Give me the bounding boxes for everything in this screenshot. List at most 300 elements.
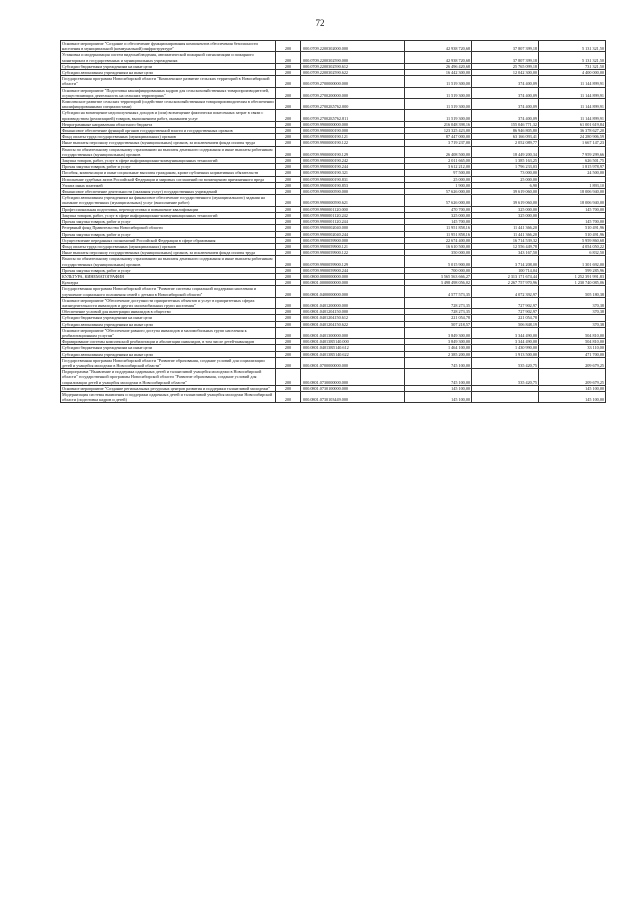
row-plan-amount-cell: 221 054,78 xyxy=(405,315,472,321)
row-remainder-amount-cell: 626 501,75 xyxy=(539,158,606,164)
row-admin-code-cell: 200 xyxy=(276,146,301,157)
row-admin-code-cell: 200 xyxy=(276,286,301,297)
row-remainder-amount-cell: 4 054 050,22 xyxy=(539,243,606,249)
row-plan-amount-cell: 5 015 900,00 xyxy=(405,256,472,267)
row-remainder-amount-cell: 6 832,50 xyxy=(539,250,606,256)
row-plan-amount-cell: 57 626 000,00 xyxy=(405,195,472,206)
row-executed-amount-cell: 3 344 490,00 xyxy=(472,327,539,338)
row-executed-amount-cell: 1 385 163,25 xyxy=(472,158,539,164)
row-executed-amount-cell: 325 000,00 xyxy=(472,212,539,218)
row-name-cell: КУЛЬТУРА, КИНЕМАТОГРАФИЯ xyxy=(61,273,276,279)
row-remainder-amount-cell: 370,38 xyxy=(539,309,606,315)
row-admin-code-cell: 200 xyxy=(276,41,301,52)
row-plan-amount-cell: 1 464 100,00 xyxy=(405,345,472,351)
row-classification-code-cell: 000.0801.0401200000.000 xyxy=(301,297,405,308)
row-executed-amount-cell: 221 054,78 xyxy=(472,315,539,321)
row-name-cell: Прочая закупка товаров, работ и услуг xyxy=(61,267,276,273)
row-admin-code-cell: 200 xyxy=(276,309,301,315)
row-plan-amount-cell: 745 100,00 xyxy=(405,369,472,386)
row-executed-amount-cell: 374 400,09 xyxy=(472,99,539,110)
row-remainder-amount-cell: 505 180,38 xyxy=(539,286,606,297)
row-classification-code-cell: 000.0801.0400000000.000 xyxy=(301,286,405,297)
row-name-cell: Субсидии бюджетным учреждениям на иные цели xyxy=(61,315,276,321)
row-remainder-amount-cell: 471 700,00 xyxy=(539,351,606,357)
table-row xyxy=(61,357,606,368)
row-executed-amount-cell: 325 000,00 xyxy=(472,206,539,212)
row-name-cell: Субсидии автономным учреждениям на иные цели xyxy=(61,351,276,357)
row-name-cell: Основное мероприятие "Создание и обеспечение функционирования компонентов обеспечения безопасности населения в муниципальной (коммунальной) инфраструктуре" xyxy=(61,41,276,52)
budget-table-wrapper xyxy=(60,40,604,403)
row-remainder-amount-cell: 33 110,00 xyxy=(539,345,606,351)
row-admin-code-cell: 200 xyxy=(276,357,301,368)
row-executed-amount-cell: 12 042 300,00 xyxy=(472,70,539,76)
row-executed-amount-cell: 1 796 233,03 xyxy=(472,164,539,170)
row-remainder-amount-cell: 24 280 906,59 xyxy=(539,134,606,140)
row-executed-amount-cell: 374 400,09 xyxy=(472,87,539,98)
row-plan-amount-cell: 11 951 858,16 xyxy=(405,225,472,231)
row-executed-amount-cell: 11 441 366,20 xyxy=(472,231,539,237)
row-plan-amount-cell: 507 218,57 xyxy=(405,321,472,327)
row-plan-amount-cell: 22 674 400,00 xyxy=(405,237,472,243)
row-plan-amount-cell: 11 519 300,00 xyxy=(405,76,472,87)
row-plan-amount-cell: 2 011 665,00 xyxy=(405,158,472,164)
row-plan-amount-cell: 470 700,00 xyxy=(405,206,472,212)
row-remainder-amount-cell: 1 893,10 xyxy=(539,182,606,188)
row-name-cell: Взносы по обязательному социальному страхованию на выплаты денежного содержания и иные выплаты работникам государственных (муниципальных) органов xyxy=(61,146,276,157)
row-admin-code-cell: 200 xyxy=(276,195,301,206)
table-row xyxy=(61,321,606,327)
row-classification-code-cell: 000.0709.2700000000.000 xyxy=(301,76,405,87)
row-name-cell: Уплата иных платежей xyxy=(61,182,276,188)
row-remainder-amount-cell: 24 500,00 xyxy=(539,170,606,176)
table-row xyxy=(61,309,606,315)
row-name-cell: Субсидии на возмещение недополученных доходов и (или) возмещение фактически понесенных затрат в связи с производством (реализацией) товаров, выполнением работ, оказанием услуг xyxy=(61,110,276,121)
row-admin-code-cell: 200 xyxy=(276,206,301,212)
row-executed-amount-cell: 16 714 539,32 xyxy=(472,237,539,243)
row-remainder-amount-cell: 504 810,00 xyxy=(539,339,606,345)
row-classification-code-cell: 000.0801.04013R5140.612 xyxy=(301,345,405,351)
row-remainder-amount-cell: 61 001 619,84 xyxy=(539,121,606,127)
row-remainder-amount-cell: 1 230 740 085,06 xyxy=(539,280,606,286)
row-plan-amount-cell: 145 100,00 xyxy=(405,391,472,402)
row-classification-code-cell: 000.0709.9900059900.244 xyxy=(301,267,405,273)
row-remainder-amount-cell: 11 144 899,91 xyxy=(539,87,606,98)
table-row xyxy=(61,128,606,134)
row-name-cell: Субсидии бюджетным учреждениям на иные цели xyxy=(61,63,276,69)
row-classification-code-cell: 000.0709.9900000190.242 xyxy=(301,158,405,164)
row-admin-code-cell: 200 xyxy=(276,182,301,188)
row-remainder-amount-cell: 7 959 299,66 xyxy=(539,146,606,157)
row-executed-amount-cell: 2 267 757 970,96 xyxy=(472,280,539,286)
row-name-cell: Субсидии автономным учреждениям на иные цели xyxy=(61,321,276,327)
row-admin-code-cell: 200 xyxy=(276,128,301,134)
table-row xyxy=(61,369,606,386)
table-row xyxy=(61,176,606,182)
row-admin-code-cell: 200 xyxy=(276,212,301,218)
row-admin-code-cell: 200 xyxy=(276,339,301,345)
row-admin-code-cell: 200 xyxy=(276,158,301,164)
row-executed-amount-cell: 37 807 399,18 xyxy=(472,41,539,52)
table-row xyxy=(61,286,606,297)
row-classification-code-cell: 000.0801.0401204150.622 xyxy=(301,321,405,327)
budget-table xyxy=(60,40,606,403)
row-admin-code-cell: 200 xyxy=(276,231,301,237)
row-executed-amount-cell xyxy=(472,391,539,402)
row-remainder-amount-cell: 510 491,96 xyxy=(539,231,606,237)
row-admin-code-cell: 200 xyxy=(276,63,301,69)
row-executed-amount-cell: 727 902,97 xyxy=(472,309,539,315)
row-classification-code-cell: 000.0709.9900000590.000 xyxy=(301,189,405,195)
row-plan-amount-cell: 145 100,00 xyxy=(405,385,472,391)
table-row xyxy=(61,339,606,345)
row-classification-code-cell: 000.0709.9900001120.244 xyxy=(301,219,405,225)
row-classification-code-cell: 000.0709.9900000190.831 xyxy=(301,176,405,182)
row-classification-code-cell: 000.0709.9900000190.121 xyxy=(301,134,405,140)
row-classification-code-cell: 000.0709.9900000190.321 xyxy=(301,170,405,176)
row-executed-amount-cell: 63 166 093,41 xyxy=(472,134,539,140)
row-plan-amount-cell: 57 626 000,00 xyxy=(405,189,472,195)
row-remainder-amount-cell: 11 144 899,91 xyxy=(539,76,606,87)
table-row xyxy=(61,345,606,351)
table-row xyxy=(61,250,606,256)
row-admin-code-cell: 200 xyxy=(276,321,301,327)
row-plan-amount-cell: 145 700,00 xyxy=(405,219,472,225)
row-classification-code-cell: 000.0709.9900000190.244 xyxy=(301,164,405,170)
row-classification-code-cell: 000.0709.9900059900.121 xyxy=(301,243,405,249)
row-classification-code-cell: 000.0801.0401300000.000 xyxy=(301,327,405,338)
row-executed-amount-cell: 3 344 490,00 xyxy=(472,339,539,345)
row-plan-amount-cell: 350 000,00 xyxy=(405,250,472,256)
table-row xyxy=(61,189,606,195)
row-admin-code-cell: 200 xyxy=(276,134,301,140)
row-remainder-amount-cell: 145 100,00 xyxy=(539,391,606,402)
row-classification-code-cell: 000.0801.0401204150.000 xyxy=(301,309,405,315)
row-plan-amount-cell: 123 325 423,00 xyxy=(405,128,472,134)
row-name-cell: Исполнение судебных актов Российской Федерации и мировых соглашений по возмещению причиненного вреда xyxy=(61,176,276,182)
table-row xyxy=(61,243,606,249)
row-classification-code-cell: 000.0709.9900000590.621 xyxy=(301,195,405,206)
row-classification-code-cell: 000.0709.27002Б5762.000 xyxy=(301,99,405,110)
row-executed-amount-cell: 12 556 449,78 xyxy=(472,243,539,249)
row-name-cell: Установка и модернизация систем видеонаблюдения, автоматической пожарной сигнализации и пожарного мониторинга в государственных и муниципальных учреждениях xyxy=(61,52,276,63)
row-plan-amount-cell: 11 519 300,00 xyxy=(405,87,472,98)
row-name-cell: Фонд оплаты труда государственных (муниципальных) органов xyxy=(61,134,276,140)
row-admin-code-cell: 200 xyxy=(276,345,301,351)
row-name-cell: Финансовое обеспечение функций органов государственной власти и государственных органов xyxy=(61,128,276,134)
row-executed-amount-cell: 374 400,09 xyxy=(472,110,539,121)
row-plan-amount-cell: 2 385 200,00 xyxy=(405,351,472,357)
table-row xyxy=(61,256,606,267)
table-row xyxy=(61,391,606,402)
row-remainder-amount-cell: 1 815 978,97 xyxy=(539,164,606,170)
row-name-cell: Основное мероприятие "Обеспечение равного доступа инвалидов и маломобильных групп населения к реабилитационным услугам" xyxy=(61,327,276,338)
row-classification-code-cell: 000.0801.0730103449.000 xyxy=(301,391,405,402)
row-plan-amount-cell: 3 719 237,00 xyxy=(405,140,472,146)
row-executed-amount-cell: 1 913 500,00 xyxy=(472,351,539,357)
row-remainder-amount-cell: 510 491,96 xyxy=(539,225,606,231)
row-name-cell: Иные выплаты персоналу государственных (муниципальных) органов, за исключением фонда оплаты труда xyxy=(61,250,276,256)
row-admin-code-cell: 200 xyxy=(276,140,301,146)
row-remainder-amount-cell: 4 400 000,00 xyxy=(539,70,606,76)
row-plan-amount-cell: 728 273,35 xyxy=(405,297,472,308)
row-name-cell: Субсидии автономным учреждениям на иные цели xyxy=(61,70,276,76)
row-classification-code-cell: 000.0709.9900059900.122 xyxy=(301,250,405,256)
row-executed-amount-cell: 18 449 200,34 xyxy=(472,146,539,157)
row-executed-amount-cell: 535 420,75 xyxy=(472,369,539,386)
row-name-cell: Иные выплаты персоналу государственных (муниципальных) органов, за исключением фонда оплаты труда xyxy=(61,140,276,146)
row-plan-amount-cell: 11 951 858,16 xyxy=(405,231,472,237)
row-classification-code-cell: 000.0709.9900002040.000 xyxy=(301,225,405,231)
row-executed-amount-cell: 73 000,00 xyxy=(472,170,539,176)
row-admin-code-cell: 200 xyxy=(276,351,301,357)
row-admin-code-cell: 200 xyxy=(276,267,301,273)
row-name-cell: Субсидии автономным учреждениям на финансовое обеспечение государственного (муниципального) задания на оказание государственных (муниципальных) услуг (выполнение работ) xyxy=(61,195,276,206)
row-executed-amount-cell: 2 313 171 674,44 xyxy=(472,273,539,279)
table-row xyxy=(61,70,606,76)
row-name-cell: Осуществление переданных полномочий Российской Федерации в сфере образования xyxy=(61,237,276,243)
row-classification-code-cell: 000.0709.2700200000.000 xyxy=(301,87,405,98)
row-plan-amount-cell: 4 577 573,35 xyxy=(405,286,472,297)
row-admin-code-cell: 200 xyxy=(276,52,301,63)
row-executed-amount-cell: 6,90 xyxy=(472,182,539,188)
row-executed-amount-cell: 374 400,09 xyxy=(472,76,539,87)
row-executed-amount-cell: 25 000,00 xyxy=(472,176,539,182)
row-admin-code-cell: 200 xyxy=(276,297,301,308)
row-classification-code-cell: 000.0709.9900000190.129 xyxy=(301,146,405,157)
row-remainder-amount-cell: 18 006 940,00 xyxy=(539,189,606,195)
row-executed-amount-cell: 506 848,19 xyxy=(472,321,539,327)
row-executed-amount-cell: 1 430 990,00 xyxy=(472,345,539,351)
row-plan-amount-cell: 728 273,35 xyxy=(405,309,472,315)
table-row xyxy=(61,140,606,146)
row-name-cell: Субсидии бюджетным учреждениям на иные цели xyxy=(61,345,276,351)
row-admin-code-cell: 200 xyxy=(276,170,301,176)
row-executed-amount-cell: 100 714,04 xyxy=(472,267,539,273)
row-classification-code-cell: 000.0709.2200302590.000 xyxy=(301,52,405,63)
table-row xyxy=(61,206,606,212)
row-classification-code-cell: 000.0709.9900000190.000 xyxy=(301,128,405,134)
row-remainder-amount-cell: 731 321,50 xyxy=(539,63,606,69)
row-plan-amount-cell: 16 442 300,00 xyxy=(405,70,472,76)
row-name-cell: Закупка товаров, работ, услуг в сфере информационно-коммуникационных технологий xyxy=(61,158,276,164)
row-remainder-amount-cell: 209 679,25 xyxy=(539,369,606,386)
table-row xyxy=(61,327,606,338)
row-plan-amount-cell: 42 938 720,68 xyxy=(405,52,472,63)
row-admin-code-cell: 200 xyxy=(276,237,301,243)
row-plan-amount-cell: 87 447 000,00 xyxy=(405,134,472,140)
row-classification-code-cell: 000.0709.2200302590.612 xyxy=(301,63,405,69)
row-classification-code-cell: 000.0709.9900001120.000 xyxy=(301,206,405,212)
row-name-cell: Государственная программа Новосибирской области "Развитие образования, создание условий для социализации детей и учащейся молодежи в Новосибирской области" xyxy=(61,357,276,368)
row-classification-code-cell: 000.0709.9900002040.244 xyxy=(301,231,405,237)
row-name-cell: Подпрограмма "Выявление и поддержка одаренных детей и талантливой учащейся молодежи в Новосибирской области" государственной программы Новосибирской области "Развитие образования, создание условий для социализации детей и учащейся молодежи в Новосибирской области" xyxy=(61,369,276,386)
row-remainder-amount-cell: 1 252 391 991,83 xyxy=(539,273,606,279)
budget-table-body xyxy=(61,41,606,403)
row-admin-code-cell: 200 xyxy=(276,121,301,127)
table-row xyxy=(61,99,606,110)
row-name-cell: Основное мероприятие "Создание региональных ресурсных центров развития и поддержки талантливой молодежи" xyxy=(61,385,276,391)
row-name-cell: Резервный фонд Правительства Новосибирской области xyxy=(61,225,276,231)
row-admin-code-cell: 200 xyxy=(276,225,301,231)
row-remainder-amount-cell: 145 100,00 xyxy=(539,385,606,391)
row-admin-code-cell: 200 xyxy=(276,70,301,76)
row-executed-amount-cell: 11 441 366,20 xyxy=(472,225,539,231)
row-classification-code-cell: 000.0709.9900000000.000 xyxy=(301,121,405,127)
row-executed-amount-cell: 25 765 099,18 xyxy=(472,63,539,69)
row-executed-amount-cell: 727 902,97 xyxy=(472,297,539,308)
table-row xyxy=(61,110,606,121)
row-name-cell: Финансовое обеспечение деятельности (оказания услуг) государственных учреждений xyxy=(61,189,276,195)
row-admin-code-cell: 200 xyxy=(276,110,301,121)
row-classification-code-cell: 000.0801.0401204150.612 xyxy=(301,315,405,321)
row-remainder-amount-cell: 11 144 899,91 xyxy=(539,99,606,110)
row-classification-code-cell: 000.0709.9900000190.122 xyxy=(301,140,405,146)
row-classification-code-cell: 000.0709.27002Б5762.811 xyxy=(301,110,405,121)
row-executed-amount-cell: 535 420,75 xyxy=(472,357,539,368)
row-classification-code-cell: 000.0801.04013R5140.000 xyxy=(301,339,405,345)
row-classification-code-cell: 000.0800.0000000000.000 xyxy=(301,273,405,279)
row-name-cell: Основное мероприятие "Подготовка квалифицированных кадров для сельскохозяйственных товаропроизводителей, осуществляющих деятельность на сельских территориях" xyxy=(61,87,276,98)
row-name-cell: Фонд оплаты труда государственных (муниципальных) органов xyxy=(61,243,276,249)
row-remainder-amount-cell: 18 006 940,00 xyxy=(539,195,606,206)
row-executed-amount-cell: 86 946 805,80 xyxy=(472,128,539,134)
row-admin-code-cell: 200 xyxy=(276,369,301,386)
row-classification-code-cell: 000.0801.0730100000.000 xyxy=(301,385,405,391)
row-plan-amount-cell: 3 565 563 666,27 xyxy=(405,273,472,279)
row-name-cell: Закупка товаров, работ, услуг в сфере информационно-коммуникационных технологий xyxy=(61,212,276,218)
row-name-cell: Прочая закупка товаров, работ и услуг xyxy=(61,219,276,225)
table-row xyxy=(61,121,606,127)
row-executed-amount-cell: 39 619 060,00 xyxy=(472,189,539,195)
row-admin-code-cell: 200 xyxy=(276,99,301,110)
row-plan-amount-cell: 700 000,00 xyxy=(405,267,472,273)
table-row xyxy=(61,170,606,176)
row-remainder-amount-cell: 5 131 321,50 xyxy=(539,52,606,63)
row-admin-code-cell: 200 xyxy=(276,391,301,402)
row-plan-amount-cell: 11 519 300,00 xyxy=(405,110,472,121)
table-row xyxy=(61,237,606,243)
row-remainder-amount-cell: 599 285,96 xyxy=(539,267,606,273)
row-plan-amount-cell: 11 519 300,00 xyxy=(405,99,472,110)
row-classification-code-cell: 000.0709.9900001120.242 xyxy=(301,212,405,218)
row-executed-amount-cell: 3 714 208,00 xyxy=(472,256,539,267)
row-name-cell: Прочая закупка товаров, работ и услуг xyxy=(61,231,276,237)
row-executed-amount-cell: 39 619 060,00 xyxy=(472,195,539,206)
row-name-cell: Государственная программа Новосибирской области "Комплексное развитие сельских территорий в Новосибирской области" xyxy=(61,76,276,87)
row-classification-code-cell: 000.0709.9900059900.129 xyxy=(301,256,405,267)
row-plan-amount-cell: 3 849 300,00 xyxy=(405,327,472,338)
row-plan-amount-cell: 42 938 720,68 xyxy=(405,41,472,52)
table-row xyxy=(61,146,606,157)
row-remainder-amount-cell: 209 679,25 xyxy=(539,357,606,368)
row-remainder-amount-cell: 11 144 899,91 xyxy=(539,110,606,121)
row-admin-code-cell: 200 xyxy=(276,87,301,98)
row-name-cell: Пособия, компенсации и иные социальные выплаты гражданам, кроме публичных нормативных обязательств xyxy=(61,170,276,176)
row-admin-code-cell: 200 xyxy=(276,243,301,249)
row-classification-code-cell: 000.0801.0000000000.000 xyxy=(301,280,405,286)
table-row xyxy=(61,315,606,321)
row-admin-code-cell: 200 xyxy=(276,219,301,225)
row-name-cell: Взносы по обязательному социальному страхованию на выплаты денежного содержания и иные выплаты работникам государственных (муниципальных) органов xyxy=(61,256,276,267)
row-admin-code-cell: 200 xyxy=(276,385,301,391)
row-plan-amount-cell: 26 408 500,00 xyxy=(405,146,472,157)
row-admin-code-cell: 200 xyxy=(276,315,301,321)
row-classification-code-cell: 000.0709.9900000190.853 xyxy=(301,182,405,188)
row-plan-amount-cell: 25 000,00 xyxy=(405,176,472,182)
page-number: 72 xyxy=(315,18,325,28)
table-row xyxy=(61,158,606,164)
row-plan-amount-cell: 26 496 420,68 xyxy=(405,63,472,69)
row-remainder-amount-cell: 504 810,00 xyxy=(539,327,606,338)
row-name-cell: Культура xyxy=(61,280,276,286)
row-remainder-amount-cell: 370,38 xyxy=(539,297,606,308)
row-admin-code-cell: 200 xyxy=(276,280,301,286)
row-executed-amount-cell: 37 807 399,18 xyxy=(472,52,539,63)
row-admin-code-cell: 200 xyxy=(276,189,301,195)
row-admin-code-cell: 200 xyxy=(276,164,301,170)
row-name-cell: Непрограммные направления областного бюджета xyxy=(61,121,276,127)
table-row xyxy=(61,41,606,52)
table-row xyxy=(61,63,606,69)
row-classification-code-cell: 000.0801.0730000000.000 xyxy=(301,369,405,386)
row-admin-code-cell: 200 xyxy=(276,327,301,338)
table-row xyxy=(61,52,606,63)
row-executed-amount-cell: 343 167,50 xyxy=(472,250,539,256)
row-name-cell: Модернизация системы выявления и поддержки одаренных детей и талантливой учащейся молодежи Новосибирской области (подготовка кадров и детей) xyxy=(61,391,276,402)
row-remainder-amount-cell: 36 378 627,20 xyxy=(539,128,606,134)
table-row xyxy=(61,212,606,218)
row-remainder-amount-cell: 145 700,00 xyxy=(539,219,606,225)
row-name-cell: Прочая закупка товаров, работ и услуг xyxy=(61,164,276,170)
table-row xyxy=(61,134,606,140)
row-remainder-amount-cell: 1 301 692,00 xyxy=(539,256,606,267)
row-classification-code-cell: 000.0801.0700000000.000 xyxy=(301,357,405,368)
row-name-cell: Профессиональная подготовка, переподготовка и повышение квалификации xyxy=(61,206,276,212)
row-name-cell: Обеспечение условий для интеграции инвалидов в общество xyxy=(61,309,276,315)
row-remainder-amount-cell: 5 131 321,50 xyxy=(539,41,606,52)
row-classification-code-cell: 000.0709.9900059900.000 xyxy=(301,237,405,243)
row-admin-code-cell: 200 xyxy=(276,76,301,87)
row-name-cell: Комплексное развитие сельских территорий (содействие сельскохозяйственным товаропроизводителям в обеспечении квалифицированными специалистами) xyxy=(62,99,274,110)
table-row xyxy=(61,297,606,308)
row-classification-code-cell: 000.0801.04013R5140.622 xyxy=(301,351,405,357)
row-executed-amount-cell: 155 046 771,32 xyxy=(472,121,539,127)
row-remainder-amount-cell: 1 667 147,23 xyxy=(539,140,606,146)
row-remainder-amount-cell: 145 700,00 xyxy=(539,206,606,212)
row-name-cell: Государственная программа Новосибирской области "Развитие системы социальной поддержки населения и улучшение социального положения семей с детьми в Новосибирской области" xyxy=(61,286,276,297)
row-executed-amount-cell: 2 052 089,77 xyxy=(472,140,539,146)
table-row xyxy=(61,195,606,206)
row-classification-code-cell: 000.0709.2200302000.000 xyxy=(301,41,405,52)
table-row xyxy=(61,87,606,98)
row-remainder-amount-cell: 370,38 xyxy=(539,321,606,327)
row-executed-amount-cell: 4 072 392,97 xyxy=(472,286,539,297)
row-classification-code-cell: 000.0709.2200302590.622 xyxy=(301,70,405,76)
row-admin-code-cell: 200 xyxy=(276,273,301,279)
row-plan-amount-cell: 97 500,00 xyxy=(405,170,472,176)
table-row xyxy=(61,76,606,87)
row-remainder-amount-cell: 5 959 860,68 xyxy=(539,237,606,243)
row-admin-code-cell: 200 xyxy=(276,250,301,256)
table-row xyxy=(61,225,606,231)
row-plan-amount-cell: 3 498 498 056,02 xyxy=(405,280,472,286)
row-name-cell: Основное мероприятие "Обеспечение доступности приоритетных объектов и услуг в приоритетных сферах жизнедеятельности инвалидов и других маломобильных групп населения" xyxy=(61,297,276,308)
row-plan-amount-cell: 3 849 300,00 xyxy=(405,339,472,345)
row-plan-amount-cell: 3 612 212,00 xyxy=(405,164,472,170)
row-admin-code-cell: 200 xyxy=(276,256,301,267)
table-row xyxy=(61,351,606,357)
row-plan-amount-cell: 745 100,00 xyxy=(405,357,472,368)
